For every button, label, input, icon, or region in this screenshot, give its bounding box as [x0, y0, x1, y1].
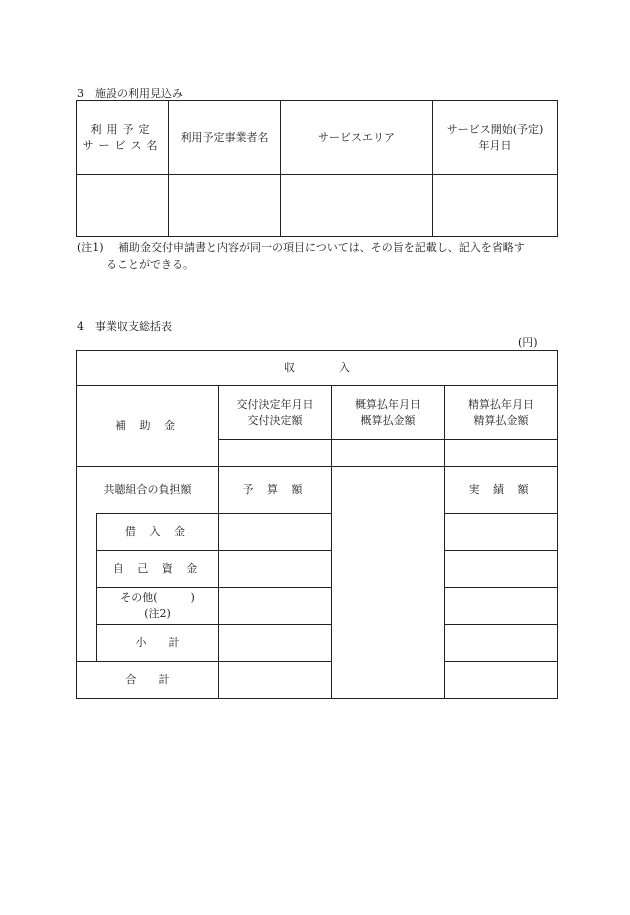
grant-decision-header: 交付決定年月日 交付決定額 [219, 386, 332, 440]
approx-payment-cell[interactable] [332, 440, 445, 467]
approx-payment-header: 概算払年月日 概算払金額 [332, 386, 445, 440]
other-label: その他( ) (注2) [97, 588, 219, 625]
own-funds-budget-cell[interactable] [219, 551, 332, 588]
subtotal-row [77, 625, 558, 662]
note1-line1: 補助金交付申請書と内容が同一の項目については、その旨を記載し、記入を省略す [118, 241, 525, 254]
indent-cell [77, 588, 97, 625]
grant-decision-cell[interactable] [219, 440, 332, 467]
indent-cell [77, 551, 97, 588]
subtotal-actual-cell[interactable] [445, 625, 558, 662]
other-budget-cell[interactable] [219, 588, 332, 625]
operator-header: 利用予定事業者名 [169, 101, 281, 175]
note1-label: (注1) [77, 241, 104, 254]
burden-label: 共聴組合の負担額 [77, 467, 219, 514]
burden-header-row [77, 467, 558, 514]
settlement-payment-header: 精算払年月日 精算払金額 [445, 386, 558, 440]
loan-label: 借 入 金 [97, 514, 219, 551]
section4-title: 4 事業収支総括表 [77, 320, 172, 333]
loan-row [77, 514, 558, 551]
own-funds-row [77, 551, 558, 588]
budget-label: 予 算 額 [219, 467, 332, 514]
usage-entry-row [77, 175, 558, 237]
service-area-header: サービスエリア [281, 101, 433, 175]
subsidy-label: 補 助 金 [77, 386, 219, 467]
usage-header-row [77, 101, 558, 175]
own-funds-label: 自 己 資 金 [97, 551, 219, 588]
subtotal-budget-cell[interactable] [219, 625, 332, 662]
revenue-header: 収 入 [77, 351, 558, 386]
total-row [77, 662, 558, 699]
total-label: 合 計 [77, 662, 219, 699]
own-funds-actual-cell[interactable] [445, 551, 558, 588]
settlement-payment-cell[interactable] [445, 440, 558, 467]
indent-cell [77, 514, 97, 551]
total-actual-cell[interactable] [445, 662, 558, 699]
subtotal-label: 小 計 [97, 625, 219, 662]
subsidy-header-row [77, 386, 558, 440]
currency-unit: (円) [518, 336, 538, 349]
service-start-cell[interactable] [433, 175, 558, 237]
service-start-header: サービス開始(予定) 年月日 [433, 101, 558, 175]
indent-cell [77, 625, 97, 662]
blank-merged-cell [332, 467, 445, 699]
facility-usage-table [76, 100, 558, 237]
revenue-header-row [77, 351, 558, 386]
other-actual-cell[interactable] [445, 588, 558, 625]
note1-line2: ることができる。 [106, 258, 194, 271]
service-name-header: 利用予定 サービス名 [77, 101, 169, 175]
actual-label: 実 績 額 [445, 467, 558, 514]
service-name-cell[interactable] [77, 175, 169, 237]
other-row [77, 588, 558, 625]
loan-budget-cell[interactable] [219, 514, 332, 551]
loan-actual-cell[interactable] [445, 514, 558, 551]
budget-summary-table [76, 350, 558, 699]
total-budget-cell[interactable] [219, 662, 332, 699]
section3-title: 3 施設の利用見込み [77, 87, 183, 100]
service-area-cell[interactable] [281, 175, 433, 237]
operator-cell[interactable] [169, 175, 281, 237]
